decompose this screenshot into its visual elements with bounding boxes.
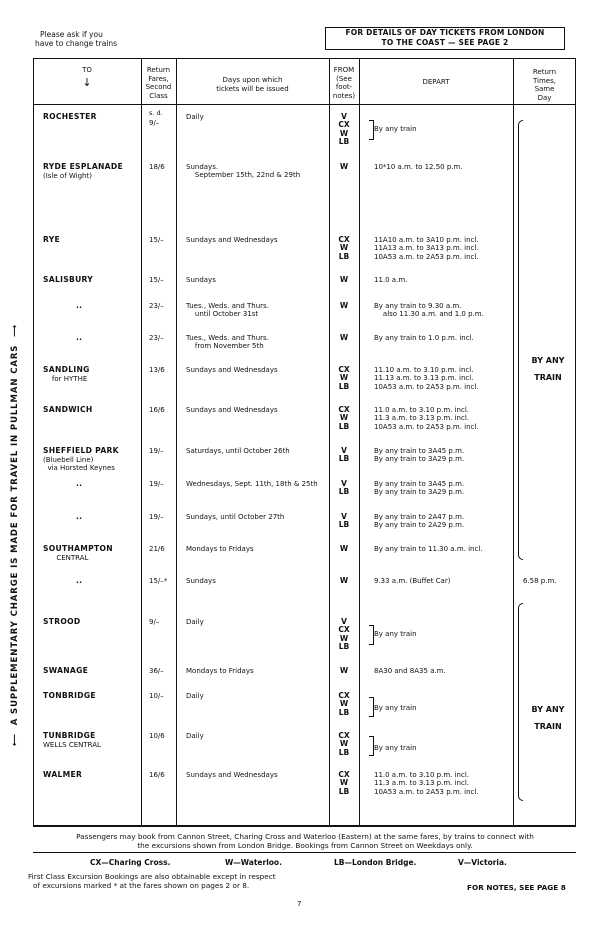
ticket-days: Sundays and Wednesdays [186,771,278,779]
ticket-days: Saturdays, until October 26th [186,447,290,455]
ticket-days: Sundays, until October 27th [186,513,285,521]
from-station: V LB [338,479,350,497]
from-station: W [339,544,349,553]
destination-subname: (Bluebell Line) via Horsted Keynes [43,456,115,473]
from-station: W [339,666,349,675]
destination-name: STROOD [43,617,81,626]
col-return-line: Day [537,93,552,102]
destination-name: .. [76,479,83,488]
col-return-line: Return [532,68,557,76]
destination-name: .. [76,301,83,310]
depart-times: 11A10 a.m. to 3A10 p.m. incl. 11A13 a.m. to 3A13 p.m. incl. 10A53 a.m. to 2A53 p.m. incl. [374,236,479,261]
return-fare: 13/6 [149,366,165,374]
destination-name: .. [76,333,83,342]
brace-icon [369,697,374,717]
return-fare: 10/6 [149,732,165,740]
depart-times: 11.0 a.m. [374,276,408,284]
from-station: W [339,576,349,585]
from-station: V LB [338,446,350,464]
note-line: Please ask if you [40,30,103,39]
ticket-days: Sundays [186,276,216,284]
return-fare: 10/– [149,692,164,700]
booking-note [45,832,565,850]
col-depart [359,78,513,87]
return-fare: 9/– [149,119,160,127]
return-fare: 19/– [149,480,164,488]
col-days [176,76,329,93]
train-line: TRAIN [534,722,562,731]
depart-times: 9.33 a.m. (Buffet Car) [374,577,451,585]
destination-name: SALISBURY [43,275,94,284]
ticket-days: Daily [186,618,204,626]
legend-lb: LB—London Bridge. [334,858,417,867]
legend-rule [33,852,576,853]
destination-name: TUNBRIDGE [43,731,96,740]
from-station: CX W LB [338,235,350,261]
change-trains-note [35,30,118,48]
col-days-line: tickets will be issued [216,84,289,93]
day-tickets-line: FOR DETAILS OF DAY TICKETS FROM LONDON [345,28,545,37]
return-fare: 15/– [149,276,164,284]
col-divider [141,58,142,826]
depart-times: By any train to 3A45 p.m. By any train to 3A29 p.m. [374,480,465,497]
depart-times: By any train to 9.30 a.m. also 11.30 a.m. and 1.0 p.m. [374,302,484,319]
depart-times: By any train to 3A45 p.m. By any train to 3A29 p.m. [374,447,465,464]
col-from [329,66,359,100]
depart-times: By any train [374,125,417,133]
col-fares [141,66,176,100]
destination-name: RYDE ESPLANADE [43,162,123,171]
from-station: CX W LB [338,770,350,796]
from-station: W [339,162,349,171]
header-rule [33,104,576,105]
depart-times: 11.10 a.m. to 3.10 p.m. incl. 11.13 a.m. to 3.13 p.m. incl. 10A53 a.m. to 2A53 p.m. incl. [374,366,479,391]
from-station: V CX W LB [338,617,350,652]
pullman-supplement-text: ⟵ A SUPPLEMENTARY CHARGE IS MADE FOR TRAVEL IN PULLMAN CARS ⟶ [9,323,20,747]
destination-subname: CENTRAL [43,554,89,562]
col-return [513,68,576,102]
col-fares-line: Class [149,91,168,100]
ticket-days: Daily [186,113,204,121]
currency-unit: s. d. [149,109,163,117]
col-return-line: Same [534,85,555,93]
by-any-line: BY ANY [531,356,565,365]
ticket-days: Daily [186,692,204,700]
from-station: CX W LB [338,365,350,391]
col-fares-line: Second [145,83,172,91]
destination-name: SHEFFIELD PARK [43,446,119,455]
booking-note-line: Passengers may book from Cannon Street, Charing Cross and Waterloo (Eastern) at the same fares, by trains to connect with [76,832,534,841]
depart-times: By any train to 11.30 a.m. incl. [374,545,483,553]
destination-name: ROCHESTER [43,112,97,121]
from-station: W [339,333,349,342]
legend-w: W—Waterloo. [225,858,282,867]
depart-times: 8A30 and 8A35 a.m. [374,667,446,675]
footnote-line: First Class Excursion Bookings are also obtainable except in respect [28,872,276,881]
timetable-frame [33,58,576,826]
destination-name: TONBRIDGE [43,691,96,700]
day-tickets-line: TO THE COAST — SEE PAGE 2 [381,37,509,47]
pullman-text: A SUPPLEMENTARY CHARGE IS MADE FOR TRAVEL IN PULLMAN CARS [9,344,20,726]
page-number: 7 [297,900,302,908]
col-to-label: TO [82,66,92,74]
destination-subname: WELLS CENTRAL [43,741,101,749]
depart-times: By any train [374,744,417,752]
from-station: W [339,301,349,310]
col-divider [176,58,177,826]
return-fare: 19/– [149,447,164,455]
depart-times: 11.0 a.m. to 3.10 p.m. incl. 11.3 a.m. to 3.13 p.m. incl. 10A53 a.m. to 2A53 p.m. incl. [374,771,479,796]
ticket-days: Sundays. September 15th, 22nd & 29th [186,163,301,180]
by-any-train-label [520,701,576,735]
col-from-line: foot- [335,83,353,91]
destination-name: SOUTHAMPTON [43,544,113,553]
col-return-line: Times, [532,76,556,85]
destination-name: RYE [43,235,61,244]
return-fare: 15/– [149,236,164,244]
depart-times: 11.0 a.m. to 3.10 p.m. incl. 11.3 a.m. to 3.13 p.m. incl. 10A53 a.m. to 2A53 p.m. incl. [374,406,479,431]
pullman-supplement-side-text [3,225,26,845]
ticket-days: Sundays [186,577,216,585]
day-tickets-box [325,27,565,50]
ticket-days: Tues., Weds. and Thurs. from November 5th [186,334,269,351]
brace-icon [369,625,374,645]
train-line: TRAIN [534,373,562,382]
from-station: W [339,275,349,284]
return-fare: 18/6 [149,163,165,171]
ticket-days: Sundays and Wednesdays [186,406,278,414]
ticket-days: Sundays and Wednesdays [186,366,278,374]
notes-reference: FOR NOTES, SEE PAGE 8 [467,883,566,892]
depart-times: By any train to 2A47 p.m. By any train to 2A29 p.m. [374,513,465,530]
destination-name: .. [76,512,83,521]
return-fare: 15/–* [149,577,168,585]
from-station: V CX W LB [338,112,350,147]
note-line: have to change trains [35,39,118,48]
from-station: V LB [338,512,350,530]
destination-subname: (Isle of Wight) [43,172,92,180]
return-fare: 23/– [149,334,164,342]
return-brace-icon [518,120,523,560]
legend-cx: CX—Charing Cross. [90,858,171,867]
destination-name: .. [76,576,83,585]
return-fare: 16/6 [149,771,165,779]
return-fare: 21/6 [149,545,165,553]
destination-name: WALMER [43,770,83,779]
ticket-days: Mondays to Fridays [186,545,254,553]
col-from-line: notes) [332,91,356,100]
from-station: CX W LB [338,731,350,757]
col-days-line: Days upon which [222,76,283,84]
down-arrow-icon: ↓ [82,75,92,89]
footnote-line: of excursions marked * at the fares shown on pages 2 or 8. [33,881,250,890]
return-fare: 36/– [149,667,164,675]
destination-name: SANDLING [43,365,90,374]
col-from-line: (See [336,74,352,83]
depart-times: By any train [374,630,417,638]
col-to [33,66,141,91]
brace-icon [369,120,374,140]
ticket-days: Tues., Weds. and Thurs. until October 31st [186,302,269,319]
return-fare: 23/– [149,302,164,310]
return-fare: 19/– [149,513,164,521]
depart-times: By any train [374,704,417,712]
depart-times: By any train to 1.0 p.m. incl. [374,334,474,342]
from-station: CX W LB [338,405,350,431]
col-from-line: FROM [333,66,355,74]
return-time: 6.58 p.m. [523,577,557,585]
footer-rule [33,826,576,827]
return-fare: 16/6 [149,406,165,414]
ticket-days: Sundays and Wednesdays [186,236,278,244]
destination-name: SANDWICH [43,405,93,414]
ticket-days: Wednesdays, Sept. 11th, 18th & 25th [186,480,318,488]
destination-subname: for HYTHE [43,375,88,383]
col-divider [513,58,514,826]
ticket-days: Daily [186,732,204,740]
col-divider [359,58,360,826]
from-station: CX W LB [338,691,350,717]
depart-times: 10*10 a.m. to 12.50 p.m. [374,163,463,171]
by-any-train-label [520,352,576,386]
col-fares-line: Fares, [148,74,169,83]
first-class-footnote [28,872,276,890]
destination-name: SWANAGE [43,666,89,675]
return-fare: 9/– [149,618,160,626]
legend-v: V—Victoria. [458,858,507,867]
by-any-line: BY ANY [531,705,565,714]
ticket-days: Mondays to Fridays [186,667,254,675]
col-depart-label: DEPART [422,78,450,86]
brace-icon [369,736,374,756]
col-fares-line: Return [146,66,171,74]
booking-note-line: the excursions shown from London Bridge. Bookings from Cannon Street on Weekdays only. [137,841,473,850]
